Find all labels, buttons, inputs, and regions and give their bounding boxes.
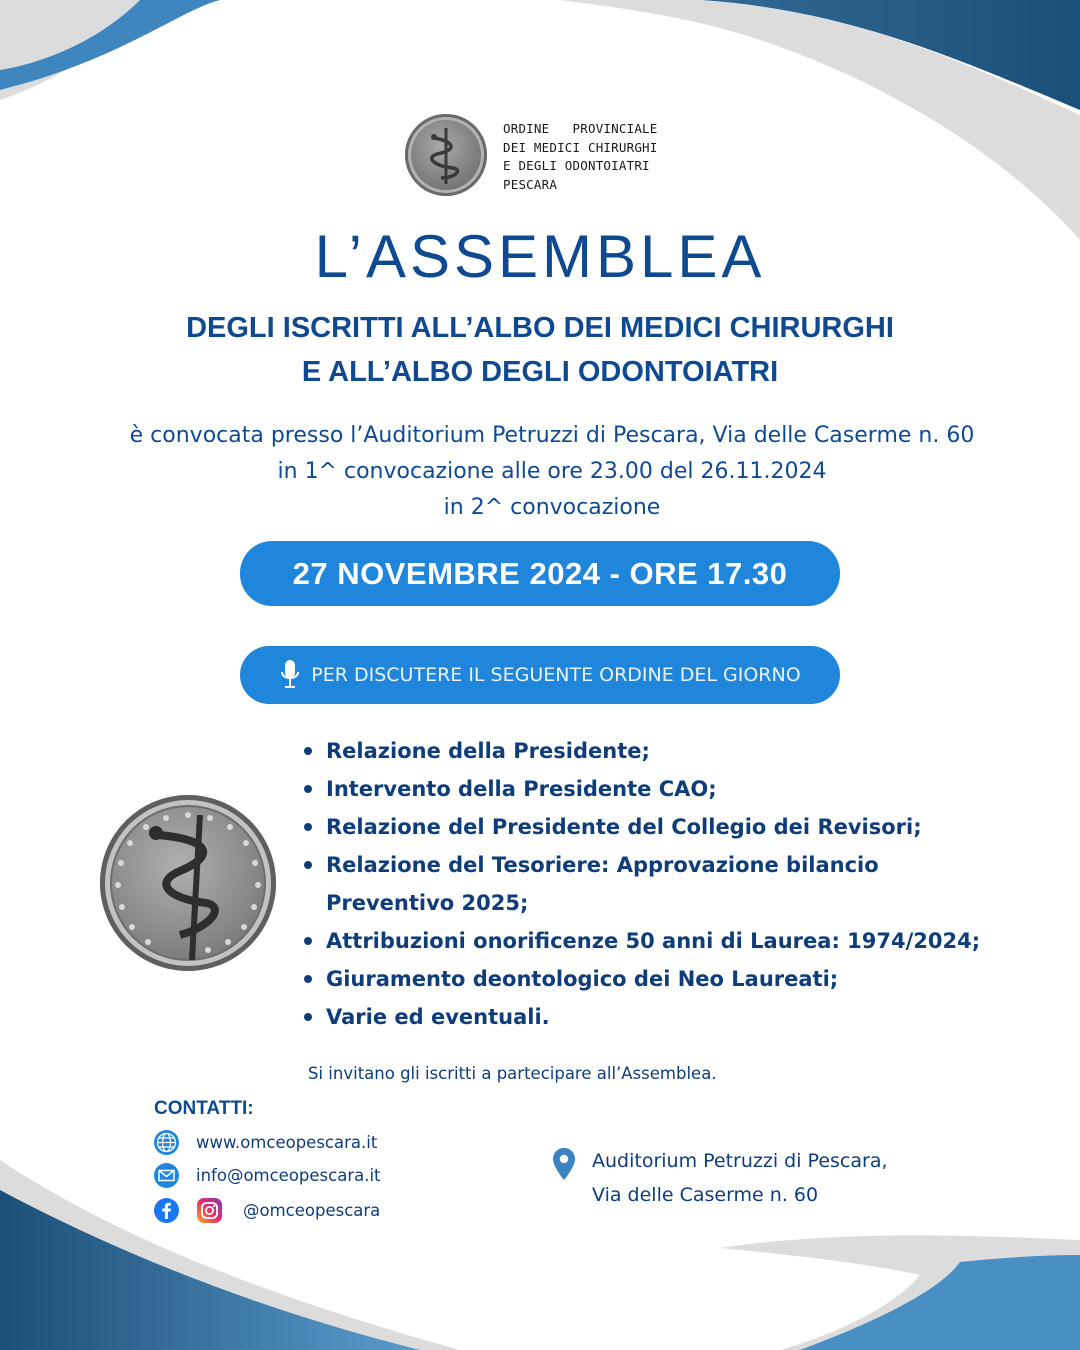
- coin-illustration: [100, 795, 276, 971]
- caduceus-coin-icon: [100, 795, 276, 971]
- agenda-item: Relazione del Presidente del Collegio dei Revisori;: [300, 808, 1000, 846]
- email-text: info@omceopescara.it: [196, 1166, 381, 1185]
- convocation-text: [40, 418, 1064, 526]
- address-line-1: Auditorium Petruzzi di Pescara,: [592, 1150, 888, 1172]
- contacts-title: CONTATTI:: [154, 1098, 254, 1119]
- caduceus-icon: [405, 114, 487, 196]
- microphone-icon: [279, 658, 301, 692]
- social-handle: @omceopescara: [243, 1201, 381, 1220]
- email-link[interactable]: [153, 1162, 381, 1189]
- facebook-icon[interactable]: [153, 1197, 180, 1224]
- globe-icon: [153, 1129, 180, 1156]
- agenda-list: [300, 732, 1000, 1036]
- order-name-line: E DEGLI ODONTOIATRI: [503, 158, 650, 173]
- agenda-item: Intervento della Presidente CAO;: [300, 770, 1000, 808]
- order-name-line: PESCARA: [503, 176, 558, 192]
- page-title: L’ASSEMBLEA: [314, 223, 766, 290]
- subtitle-line-1: DEGLI ISCRITTI ALL’ALBO DEI MEDICI CHIRURGHI: [186, 312, 894, 344]
- convocation-line-1: è convocata presso l’Auditorium Petruzzi di Pescara, Via delle Caserme n. 60: [129, 423, 975, 448]
- convocation-line-3: in 2^ convocazione: [443, 495, 661, 520]
- order-name-line: DEI MEDICI CHIRURGHI: [503, 139, 658, 155]
- agenda-item: Relazione della Presidente;: [300, 732, 1000, 770]
- agenda-item: Attribuzioni onorificenze 50 anni di Laurea: 1974/2024;: [300, 922, 1000, 960]
- website-text: www.omceopescara.it: [196, 1133, 378, 1152]
- invite-text: Si invitano gli iscritti a partecipare all’Assemblea.: [308, 1064, 717, 1083]
- date-banner: [240, 541, 840, 606]
- subtitle-line-2: E ALL’ALBO DEGLI ODONTOIATRI: [301, 356, 779, 388]
- agenda-banner-text: PER DISCUTERE IL SEGUENTE ORDINE DEL GIORNO: [311, 664, 801, 686]
- order-logo-coin: [405, 114, 487, 196]
- mail-icon: [153, 1162, 180, 1189]
- agenda-banner: [240, 646, 840, 704]
- instagram-icon[interactable]: [196, 1197, 223, 1224]
- convocation-line-2: in 1^ convocazione alle ore 23.00 del 26.11.2024: [277, 459, 827, 484]
- social-links: [153, 1197, 380, 1224]
- venue-address: [552, 1147, 888, 1212]
- date-banner-text: 27 NOVEMBRE 2024 - ORE 17.30: [292, 555, 788, 591]
- agenda-item: Giuramento deontologico dei Neo Laureati;: [300, 960, 1000, 998]
- address-line-2: Via delle Caserme n. 60: [592, 1184, 819, 1206]
- location-pin-icon: [552, 1147, 576, 1181]
- website-link[interactable]: [153, 1129, 377, 1156]
- order-name: [503, 120, 658, 194]
- page-subtitle: [0, 306, 1080, 394]
- agenda-item: Varie ed eventuali.: [300, 998, 1000, 1036]
- agenda-item: Relazione del Tesoriere: Approvazione bilancio Preventivo 2025;: [300, 846, 886, 922]
- order-name-line: ORDINE PROVINCIALE: [503, 121, 658, 136]
